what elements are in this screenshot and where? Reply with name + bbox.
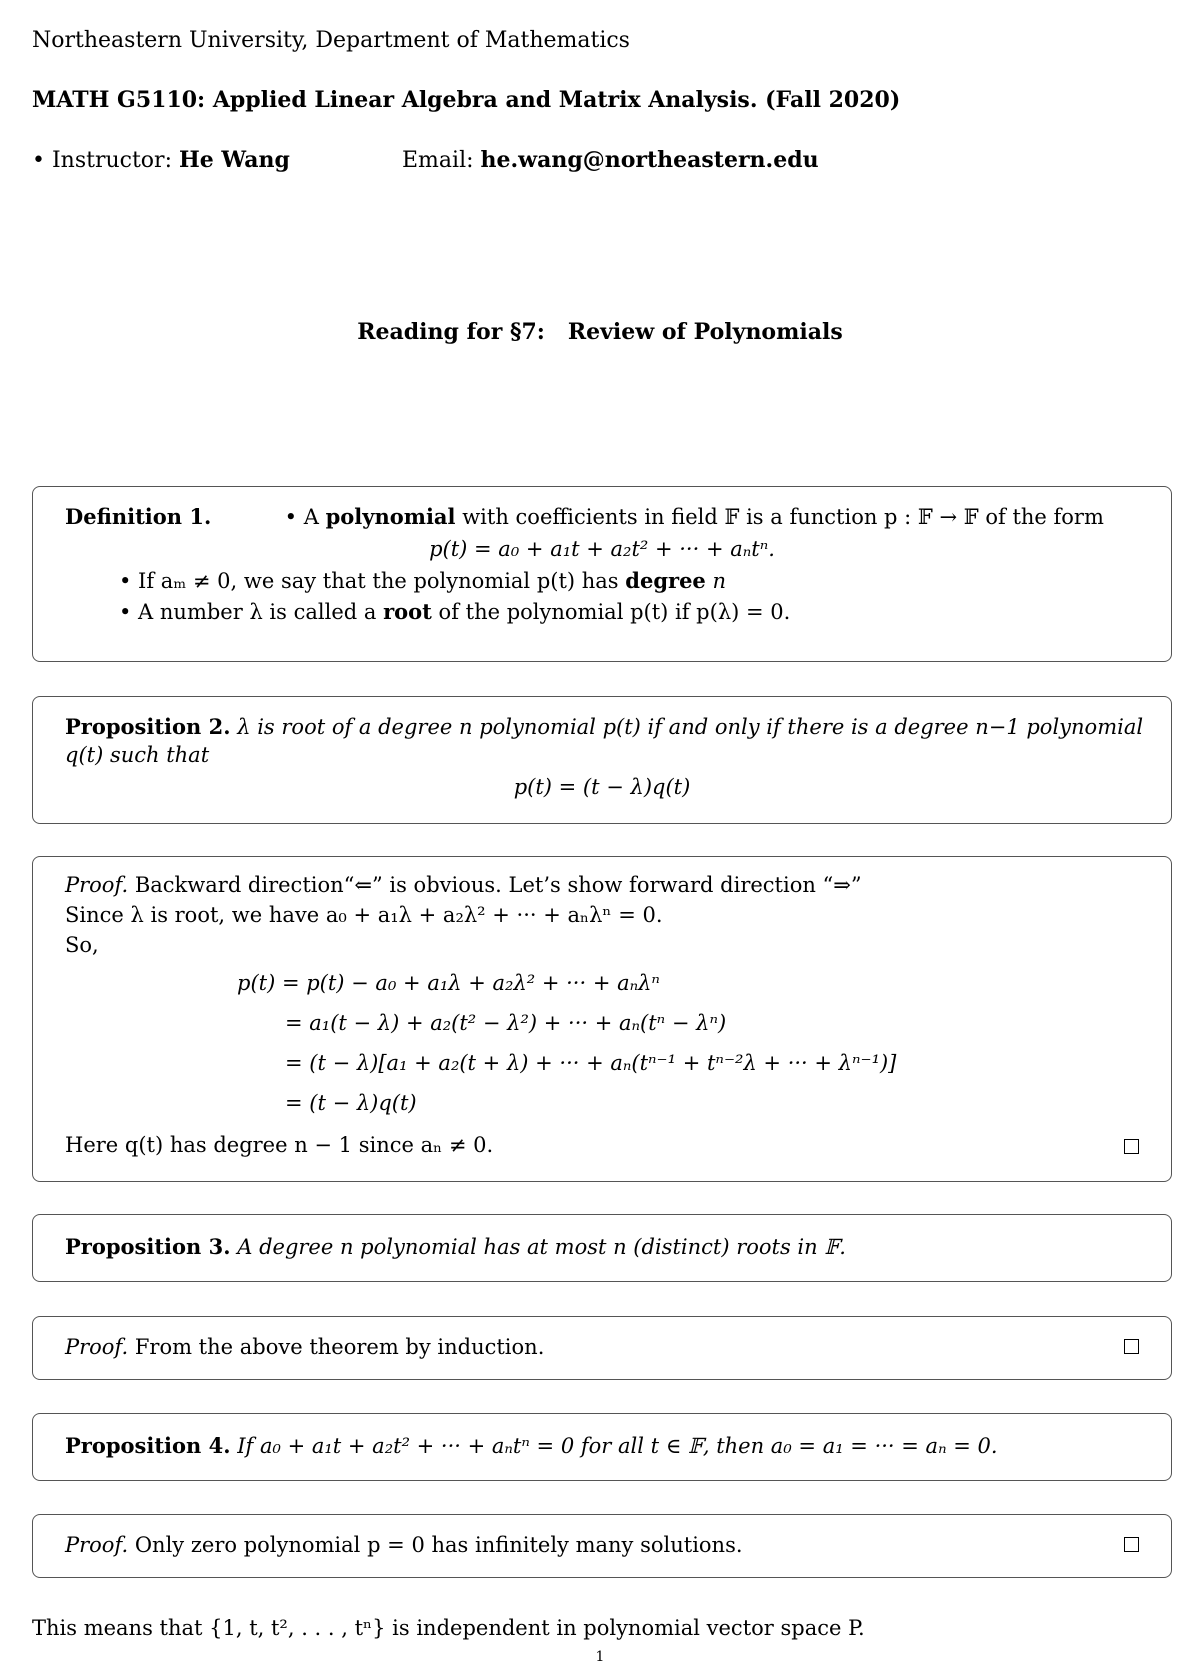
proposition-4-box <box>32 1413 1172 1481</box>
page-number: 1 <box>595 1649 605 1665</box>
proof-3-line <box>65 1333 544 1361</box>
definition-1-term-root: root <box>383 599 432 624</box>
proposition-4-label: Proposition 4. <box>65 1433 231 1458</box>
proof-2-line1-text: Backward direction“⇐” is obvious. Let’s show forward direction “⇒” <box>134 873 862 897</box>
instructor-label: • Instructor: <box>32 148 172 173</box>
definition-1-term-polynomial: polynomial <box>325 504 456 529</box>
qed-square-icon <box>1124 1339 1139 1354</box>
proof-2-conclusion: Here q(t) has degree n − 1 since aₙ ≠ 0. <box>65 1133 494 1157</box>
qed-square-icon <box>1124 1139 1139 1154</box>
definition-1-box <box>32 486 1172 662</box>
proof-3-text: From the above theorem by induction. <box>134 1335 545 1359</box>
definition-1-term-degree: degree <box>625 568 706 593</box>
proof-2-eq4: = (t − λ)q(t) <box>285 1091 417 1115</box>
proof-2-line1 <box>65 871 862 899</box>
definition-1-bullet3-pre: • A number λ is called a <box>119 600 377 624</box>
proof-2-eq3: = (t − λ)[a₁ + a₂(t + λ) + ··· + aₙ(tⁿ⁻¹ + tⁿ⁻²λ + ··· + λⁿ⁻¹)] <box>285 1051 897 1075</box>
proposition-3-box <box>32 1214 1172 1282</box>
proof-4-text: Only zero polynomial p = 0 has infinitely many solutions. <box>134 1533 743 1557</box>
instructor-line <box>32 146 290 176</box>
definition-1-bullet3 <box>119 598 790 626</box>
proposition-2-formula: p(t) = (t − λ)q(t) <box>513 775 691 799</box>
definition-1-bullet3-post: of the polynomial p(t) if p(λ) = 0. <box>438 600 791 624</box>
course-title: MATH G5110: Applied Linear Algebra and Matrix Analysis. (Fall 2020) <box>32 87 901 113</box>
proposition-4-text: If a₀ + a₁t + a₂t² + ··· + aₙtⁿ = 0 for all t ∈ 𝔽, then a₀ = a₁ = ··· = aₙ = 0. <box>237 1434 998 1458</box>
proof-3-label: Proof. <box>65 1335 129 1359</box>
proposition-2-text-line1: λ is root of a degree n polynomial p(t) if and only if there is a degree n−1 polynomial <box>237 715 1144 739</box>
proposition-2-label: Proposition 2. <box>65 714 231 739</box>
closing-statement: This means that {1, t, t², . . . , tⁿ} is independent in polynomial vector space P. <box>32 1616 865 1640</box>
instructor-name: He Wang <box>178 147 290 173</box>
university-line: Northeastern University, Department of Mathematics <box>32 28 630 53</box>
proof-2-label: Proof. <box>65 873 129 897</box>
proposition-2-line1 <box>65 713 1143 741</box>
proposition-3-label: Proposition 3. <box>65 1234 231 1259</box>
proof-4-line <box>65 1531 743 1559</box>
proof-2-box <box>32 856 1172 1182</box>
proof-2-eq1: p(t) = p(t) − a₀ + a₁λ + a₂λ² + ··· + aₙλⁿ <box>237 971 660 995</box>
definition-1-bullet2-post: n <box>712 569 727 593</box>
email-line <box>402 146 819 176</box>
proof-2-line2: Since λ is root, we have a₀ + a₁λ + a₂λ² + ··· + aₙλⁿ = 0. <box>65 903 663 927</box>
email-address: he.wang@northeastern.edu <box>480 147 819 173</box>
proof-4-box <box>32 1514 1172 1578</box>
proposition-4-line <box>65 1432 998 1460</box>
definition-1-label: Definition 1. <box>65 504 212 529</box>
proof-3-box <box>32 1316 1172 1380</box>
proof-2-line3: So, <box>65 933 99 957</box>
definition-1-bullet1-post: with coefficients in field 𝔽 is a function p : 𝔽 → 𝔽 of the form <box>462 505 1104 529</box>
proof-4-label: Proof. <box>65 1533 129 1557</box>
page-title: Reading for §7: Review of Polynomials <box>357 319 843 345</box>
email-label: Email: <box>402 148 474 173</box>
proposition-3-text: A degree n polynomial has at most n (distinct) roots in 𝔽. <box>237 1235 846 1259</box>
qed-square-icon <box>1124 1537 1139 1552</box>
proposition-2-box <box>32 696 1172 824</box>
proposition-2-text-line2: q(t) such that <box>65 743 210 767</box>
definition-1-bullet2 <box>119 567 726 595</box>
proposition-3-line <box>65 1233 846 1261</box>
proof-2-eq2: = a₁(t − λ) + a₂(t² − λ²) + ··· + aₙ(tⁿ − λⁿ) <box>285 1011 727 1035</box>
definition-1-bullet2-pre: • If aₘ ≠ 0, we say that the polynomial p(t) has <box>119 569 619 593</box>
definition-1-bullet1-pre: • A <box>284 505 319 529</box>
definition-1-line1 <box>65 503 1104 531</box>
definition-1-formula: p(t) = a₀ + a₁t + a₂t² + ··· + aₙtⁿ. <box>429 537 775 561</box>
